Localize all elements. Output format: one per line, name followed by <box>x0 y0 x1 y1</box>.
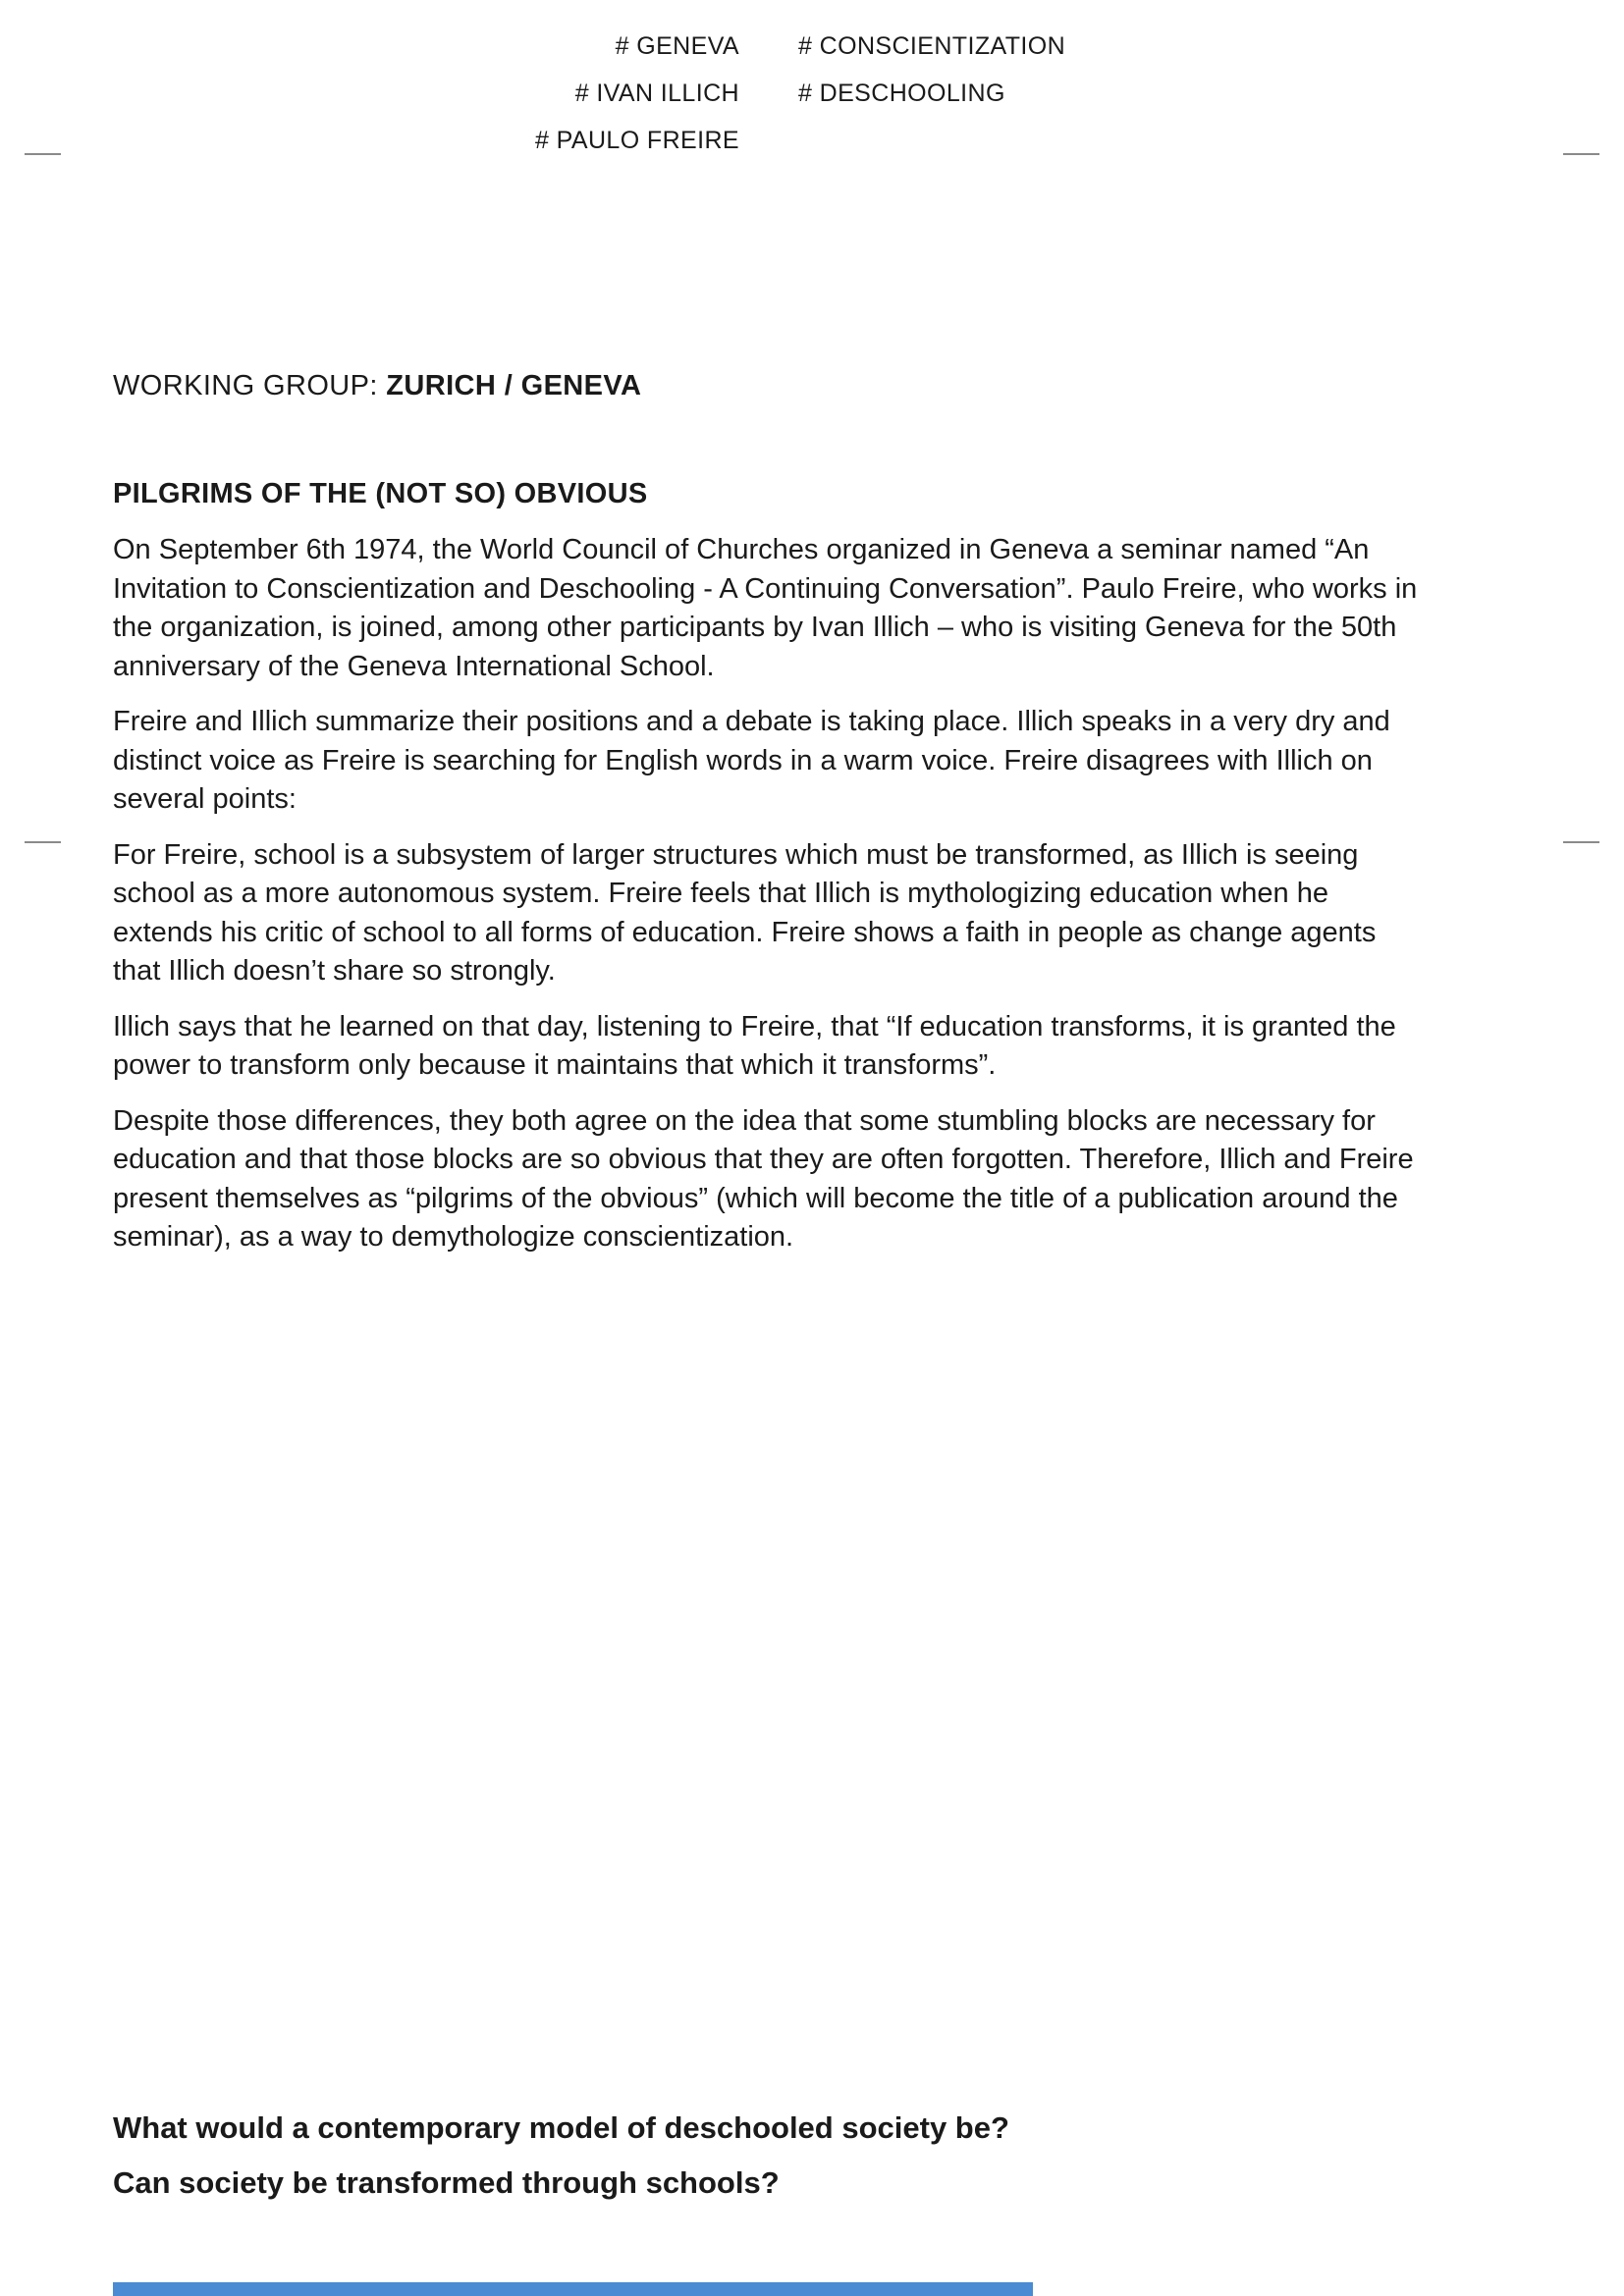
crop-mark <box>1563 153 1599 155</box>
working-group-value: ZURICH / GENEVA <box>386 370 642 401</box>
article-paragraph: On September 6th 1974, the World Council of Churches organized in Geneva a seminar named “An Invitation to Conscientization and Deschooling - A Continuing Conversation”. Paulo Freire, who works in the organization, is joined, among other participants by Ivan Illich – who is visiting Geneva for the 50th anniversary of the Geneva International School. <box>113 534 1418 682</box>
question-line: Can society be transformed through schools? <box>113 2165 780 2200</box>
highlight-bar <box>113 2282 1033 2296</box>
hashtag: # DESCHOOLING <box>798 80 1005 107</box>
article-paragraph: For Freire, school is a subsystem of larger structures which must be transformed, as Illich is seeing school as a more autonomous system. Freire feels that Illich is mythologizing education when he extends his critic of school to all forms of education. Freire shows a faith in people as change agents that Illich doesn’t share so strongly. <box>113 838 1377 987</box>
crop-mark <box>1563 841 1599 843</box>
questions-block <box>113 2101 1488 2211</box>
article-paragraph: Despite those differences, they both agree on the idea that some stumbling blocks are necessary for education and that those blocks are so obvious that they are often forgotten. Therefore, Illich and Freire present themselves as “pilgrims of the obvious” (which will become the title of a publication around the seminar), as a way to demythologize conscientization. <box>113 1104 1414 1253</box>
question-line: What would a contemporary model of deschooled society be? <box>113 2110 1009 2145</box>
article-paragraph: Freire and Illich summarize their positions and a debate is taking place. Illich speaks in a very dry and distinct voice as Freire is searching for English words in a warm voice. Freire disagrees with Illich on several points: <box>113 706 1390 815</box>
hashtag-column-right <box>798 23 1065 117</box>
hashtag: # CONSCIENTIZATION <box>798 32 1066 60</box>
crop-mark <box>25 841 61 843</box>
crop-mark <box>25 153 61 155</box>
article-body <box>113 531 1419 1274</box>
hashtag: # PAULO FREIRE <box>535 127 739 154</box>
article-paragraph: Illich says that he learned on that day, listening to Freire, that “If education transforms, it is granted the power to transform only because it maintains that which it transforms”. <box>113 1010 1396 1081</box>
working-group-line <box>113 370 641 402</box>
hashtag: # IVAN ILLICH <box>574 80 739 107</box>
working-group-label: WORKING GROUP: <box>113 370 387 401</box>
article-title: PILGRIMS OF THE (NOT SO) OBVIOUS <box>113 478 648 509</box>
hashtag: # GENEVA <box>615 32 739 60</box>
hashtag-column-left <box>535 23 739 164</box>
